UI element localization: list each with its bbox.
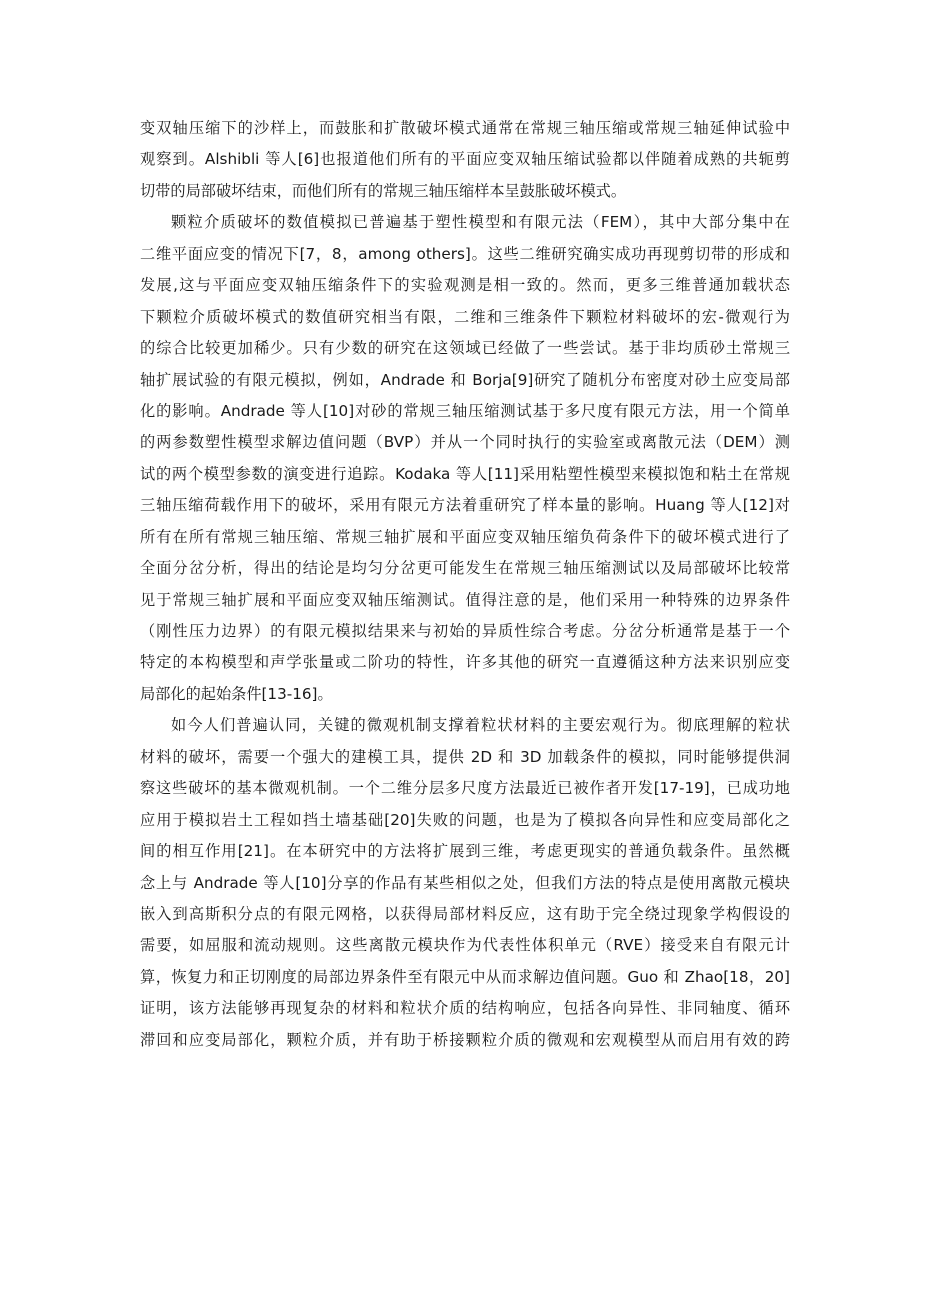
text-line: 轴扩展试验的有限元模拟，例如，Andrade 和 Borja[9]研究了随机分布密度对砂土应变局部 xyxy=(140,370,790,389)
text-line: 观察到。Alshibli 等人[6]也报道他们所有的平面应变双轴压缩试验都以伴随着成熟的共轭剪 xyxy=(140,150,790,169)
text-line: 应用于模拟岩土工程如挡土墙基础[20]失败的问题，也是为了模拟各向异性和应变局部化之 xyxy=(140,810,790,829)
paragraph xyxy=(140,207,790,710)
text-line: 所有在所有常规三轴压缩、常规三轴扩展和平面应变双轴压缩负荷条件下的破坏模式进行了 xyxy=(140,527,790,546)
text-line: 颗粒介质破坏的数值模拟已普遍基于塑性模型和有限元法（FEM），其中大部分集中在 xyxy=(171,213,790,232)
text-line: 三轴压缩荷载作用下的破坏，采用有限元方法着重研究了样本量的影响。Huang 等人[12]对 xyxy=(140,496,790,515)
text-line: 察这些破坏的基本微观机制。一个二维分层多尺度方法最近已被作者开发[17-19]，已成功地 xyxy=(140,779,790,798)
text-line: 变双轴压缩下的沙样上，而鼓胀和扩散破坏模式通常在常规三轴压缩或常规三轴延伸试验中 xyxy=(140,119,790,137)
paragraph xyxy=(140,710,790,1056)
text-line: 材料的破坏，需要一个强大的建模工具，提供 2D 和 3D 加载条件的模拟，同时能够提供洞 xyxy=(140,747,790,766)
text-line: 需要，如屈服和流动规则。这些离散元模块作为代表性体积单元（RVE）接受来自有限元计 xyxy=(140,936,790,955)
text-line: 下颗粒介质破坏模式的数值研究相当有限，二维和三维条件下颗粒材料破坏的宏-微观行为 xyxy=(140,307,790,326)
text-line: 见于常规三轴扩展和平面应变双轴压缩测试。值得注意的是，他们采用一种特殊的边界条件 xyxy=(140,590,790,609)
text-line: 二维平面应变的情况下[7，8，among others]。这些二维研究确实成功再现剪切带的形成和 xyxy=(140,244,790,263)
text-line: （刚性压力边界）的有限元模拟结果来与初始的异质性综合考虑。分岔分析通常是基于一个 xyxy=(140,622,790,640)
text-line: 间的相互作用[21]。在本研究中的方法将扩展到三维，考虑更现实的普通负载条件。虽然概 xyxy=(140,842,790,861)
text-line: 全面分岔分析，得出的结论是均匀分岔更可能发生在常规三轴压缩测试以及局部破坏比较常 xyxy=(140,559,790,578)
document-body xyxy=(140,113,790,1056)
text-line: 的综合比较更加稀少。只有少数的研究在这领域已经做了一些尝试。基于非均质砂土常规三 xyxy=(140,339,790,358)
text-line: 滞回和应变局部化，颗粒介质，并有助于桥接颗粒介质的微观和宏观模型从而启用有效的跨 xyxy=(140,1030,790,1049)
text-line: 试的两个模型参数的演变进行追踪。Kodaka 等人[11]采用粘塑性模型来模拟饱和粘土在常规 xyxy=(140,464,790,483)
text-line: 念上与 Andrade 等人[10]分享的作品有某些相似之处，但我们方法的特点是使用离散元模块 xyxy=(140,873,790,892)
text-line: 切带的局部破坏结束，而他们所有的常规三轴压缩样本呈鼓胀破坏模式。 xyxy=(140,181,626,200)
text-line: 的两参数塑性模型求解边值问题（BVP）并从一个同时执行的实验室或离散元法（DEM）测 xyxy=(140,433,790,452)
text-line: 特定的本构模型和声学张量或二阶功的特性，许多其他的研究一直遵循这种方法来识别应变 xyxy=(140,653,790,672)
text-line: 如今人们普遍认同，关键的微观机制支撑着粒状材料的主要宏观行为。彻底理解的粒状 xyxy=(171,716,790,735)
text-line: 算，恢复力和正切刚度的局部边界条件至有限元中从而求解边值问题。Guo 和 Zhao[18，20] xyxy=(140,967,790,986)
text-line: 化的影响。Andrade 等人[10]对砂的常规三轴压缩测试基于多尺度有限元方法，用一个简单 xyxy=(140,401,790,420)
text-line: 证明，该方法能够再现复杂的材料和粒状介质的结构响应，包括各向异性、非同轴度、循环 xyxy=(140,999,790,1018)
text-line: 局部化的起始条件[13-16]。 xyxy=(140,684,333,703)
text-line: 嵌入到高斯积分点的有限元网格，以获得局部材料反应，这有助于完全绕过现象学构假设的 xyxy=(140,904,790,923)
paragraph xyxy=(140,113,790,207)
text-line: 发展,这与平面应变双轴压缩条件下的实验观测是相一致的。然而，更多三维普通加载状态 xyxy=(140,276,790,295)
